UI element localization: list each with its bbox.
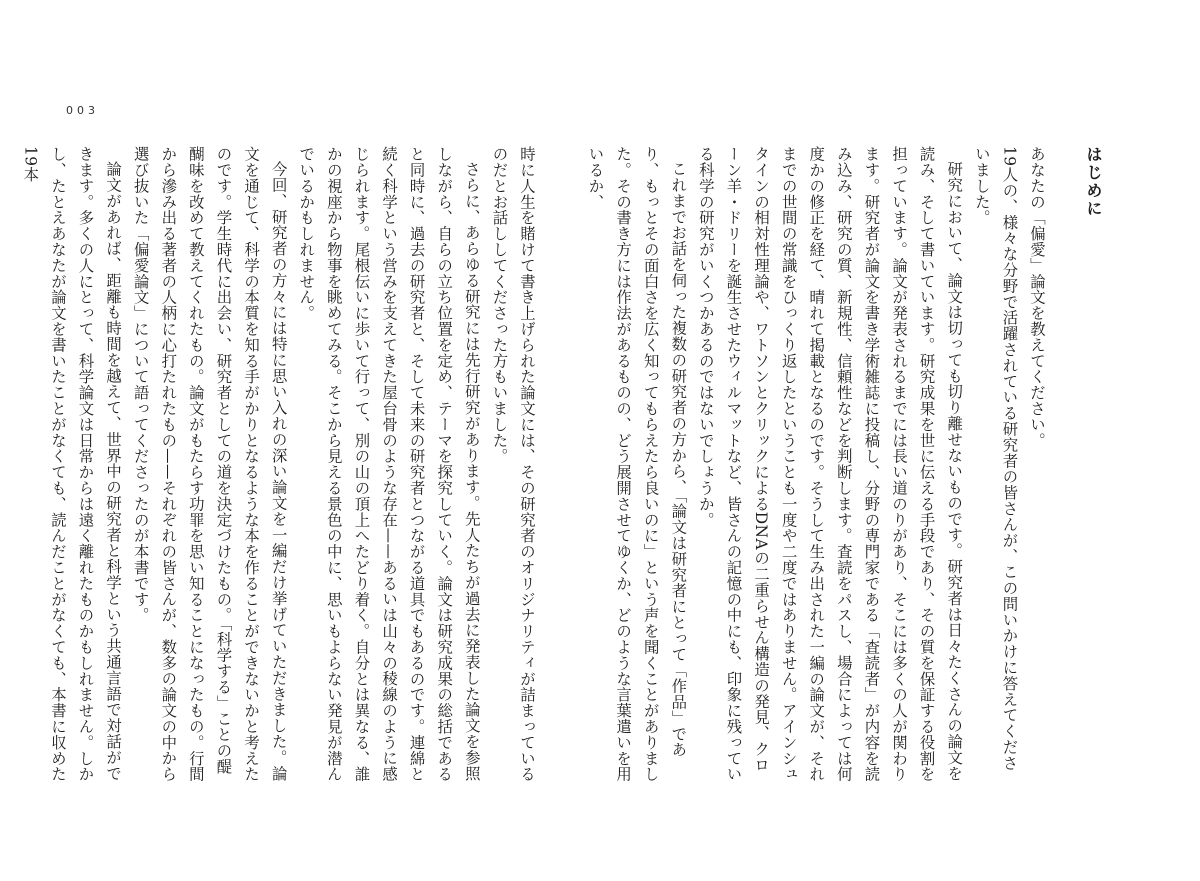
right-paragraph-1: あなたの「偏愛」論文を教えてください。 (1028, 146, 1046, 449)
left-paragraph-3: 今回、研究者の方々には特に思い入れの深い論文を一編だけ挙げていただきました。論文を通じて、科学の本質を知る手がかりとなるような本を作ることができないかと考えたのです。学生時代に出会い、研究者としての道を決定づけたもの。「科学する」ことの醍醐味を改めて教えてくれたもの。論文がもたらす功罪を思い知ることになったもの。行間から滲み出る著者の人柄に心打たれたもの——それぞれの皆さんが、数多の論文の中から選び抜いた「偏愛論文」について語ってくださったのが本書です。 (131, 146, 288, 782)
chapter-title: はじめに (1084, 146, 1103, 218)
right-paragraph-4: これまでお話を伺った複数の研究者の方から、「論文は研究者にとって「作品」であり、もっとその面白さを広く知ってもらえたら良いのに」という声を聞くことがありました。その書き方には作法があるものの、どう展開させてゆくか、どのような言葉遣いを用いるか、 (586, 146, 688, 782)
right-page (586, 0, 1200, 881)
left-page-body (21, 146, 540, 786)
page-number: 003 (66, 104, 99, 117)
left-paragraph-2: さらに、あらゆる研究には先行研究があります。先人たちが過去に発表した論文を参照しながら、自らの立ち位置を定め、テーマを探究していく。論文は研究成果の総括であると同時に、過去の研究者と、そして未来の研究者とつながる道具でもあるのです。連綿と続く科学という営みを支えてきた屋台骨のような存在——あるいは山々の稜線のように感じられます。尾根伝いに歩いて行って、別の山の頂上へたどり着く。自分とは異なる、誰かの視座から物事を眺めてみる。そこから見える景色の中に、思いもよらない発見が潜んでいるかもしれません。 (297, 146, 481, 782)
right-page-body (586, 146, 1050, 786)
right-paragraph-3: 研究において、論文は切っても切り離せないものです。研究者は日々たくさんの論文を読み、そして書いています。研究成果を世に伝える手段であり、その質を保証する役割を担っています。論文が発表されるまでには長い道のりがあり、そこには多くの人が関わります。研究者が論文を書き学術雑誌に投稿し、分野の専門家である「査読者」が内容を読み込み、研究の質、新規性、信頼性などを判断します。査読をパスし、場合によっては何度かの修正を経て、晴れて掲載となるのです。そうして生み出された一編の論文が、それまでの世間の常識をひっくり返したということも一度や二度ではありません。アインシュタインの相対性理論や、ワトソンとクリックによるDNAの二重らせん構造の発見、クローン羊・ドリーを誕生させたウィルマットなど、皆さんの記憶の中にも、印象に残っている科学の研究がいくつかあるのではないでしょうか。 (696, 146, 964, 782)
left-paragraph-1: 時に人生を賭けて書き上げられた論文には、その研究者のオリジナリティが詰まっているのだとお話ししてくださった方もいました。 (490, 146, 536, 782)
right-paragraph-2: 19人の、様々な分野で活躍されている研究者の皆さんが、この問いかけに答えてくださいました。 (972, 146, 1019, 771)
left-paragraph-4: 論文があれば、距離も時間を越えて、世界中の研究者と科学という共通言語で対話ができます。多くの人にとって、科学論文は日常からは遠く離れたものかもしれません。しかし、たとえあなたが論文を書いたことがなくても、読んだことがなくても、本書に収めた19本 (21, 146, 123, 782)
